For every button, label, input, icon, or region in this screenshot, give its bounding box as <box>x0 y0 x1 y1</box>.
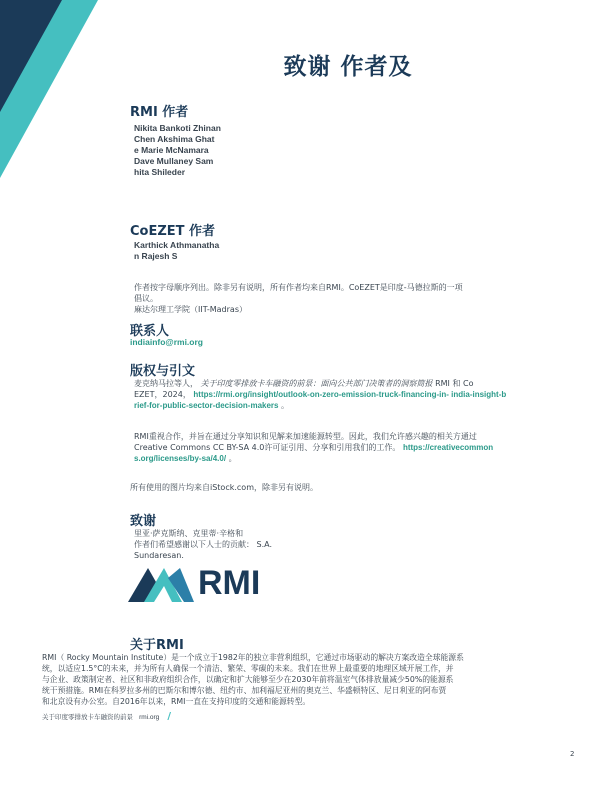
thanks-heading: 致谢 <box>130 514 157 529</box>
thanks-line: Sundaresan. <box>134 551 184 560</box>
citation-url-link-continued[interactable]: rief-for-public-sector-decision-makers <box>134 401 279 410</box>
thanks-line: 里亚·萨克斯纳、克里蒂·辛格和 <box>134 529 244 538</box>
about-line: 和北京设有办公室。自2016年以来，RMI一直在支持印度的交通和能源转型。 <box>42 697 311 706</box>
coezet-authors-list <box>134 240 219 262</box>
rmi-logo-mark-icon <box>128 564 198 604</box>
contact-email-link[interactable]: indiainfo@rmi.org <box>130 337 203 347</box>
footer-title: 关于印度零排放卡车融资的前景 <box>42 713 133 721</box>
footer-slash: / <box>167 711 172 722</box>
footer-site-link[interactable]: rmi.org <box>139 714 160 721</box>
images-note: 所有使用的图片均来自iStock.com，除非另有说明。 <box>130 483 318 492</box>
citation-prefix: 麦克纳马拉等人， <box>134 379 198 388</box>
corner-decoration <box>0 0 110 190</box>
author-line: Dave Mullaney Sam <box>134 156 214 166</box>
rmi-authors-list <box>134 123 221 178</box>
citation-url-link[interactable]: https://rmi.org/insight/outlook-on-zero-emission-truck-financing-in- india-insight-b <box>193 390 507 399</box>
author-note <box>134 282 574 315</box>
copyright-heading: 版权与引文 <box>130 364 196 379</box>
page-number: 2 <box>570 750 575 758</box>
author-note-line: 麻达尔理工学院（IIT-Madras） <box>134 305 247 314</box>
author-line: Nikita Bankoti Zhinan <box>134 123 221 133</box>
coezet-authors-heading: CoEZET 作者 <box>130 224 216 239</box>
citation-line2-prefix: EZET，2024， <box>134 390 191 399</box>
about-line: 与企业、政策制定者、社区和非政府组织合作，以确定和扩大能够至少在2030年前将温室气体排放量减少50%的能源系 <box>42 675 454 684</box>
author-note-line: 作者按字母顺序列出。除非另有说明，所有作者均来自RMI。CoEZET是印度-马德拉斯的一项 <box>134 283 463 292</box>
license-line: RMI重视合作，并旨在通过分享知识和见解来加速能源转型。因此，我们允许感兴趣的相关方通过 <box>134 432 477 441</box>
page-title: 致谢 作者及 <box>283 54 413 80</box>
license-end: 。 <box>228 454 237 463</box>
author-line: hita Shileder <box>134 167 186 177</box>
license-url-link[interactable]: https://creativecommon <box>402 443 494 452</box>
citation-title: 关于印度零排放卡车融资的前景：面向公共部门决策者的洞察简报 <box>200 379 433 388</box>
rmi-logo-text: RMI <box>198 564 261 602</box>
thanks-line: 作者们希望感谢以下人士的贡献： S.A. <box>134 540 273 549</box>
author-note-line: 倡议。 <box>134 294 158 303</box>
license-line2-prefix: Creative Commons CC BY-SA 4.0许可证引用、分享和引用我们的工作。 <box>134 443 401 452</box>
rmi-logo <box>128 562 268 604</box>
citation-suffix: RMI 和 Co <box>435 379 474 388</box>
about-line: 统干预措施。RMI在科罗拉多州的巴斯尔和博尔德、纽约市、加利福尼亚州的奥克兰、华盛顿特区、尼日利亚的阿布贾 <box>42 686 447 695</box>
author-line: Karthick Athmanatha <box>134 240 220 250</box>
about-body <box>42 652 582 707</box>
author-line: e Marie McNamara <box>134 145 209 155</box>
thanks-body <box>134 528 434 561</box>
license-url-link-continued[interactable]: s.org/licenses/by-sa/4.0/ <box>134 454 227 463</box>
footer <box>42 711 171 722</box>
license-block <box>134 431 574 464</box>
author-line: Chen Akshima Ghat <box>134 134 215 144</box>
about-heading: 关于RMI <box>130 638 184 653</box>
about-line: RMI（ Rocky Mountain Institute）是一个成立于1982年的独立非营利组织，它通过市场驱动的解决方案改造全球能源系 <box>42 653 464 662</box>
author-line: n Rajesh S <box>134 251 178 261</box>
citation-block <box>134 378 574 411</box>
about-line: 统，以适应1.5°C的未来，并为所有人确保一个清洁、繁荣、零碳的未来。我们在世界上最重要的地理区域开展工作，并 <box>42 664 454 673</box>
rmi-authors-heading: RMI 作者 <box>130 105 189 120</box>
citation-end: 。 <box>281 401 290 410</box>
contact-heading: 联系人 <box>130 324 170 339</box>
